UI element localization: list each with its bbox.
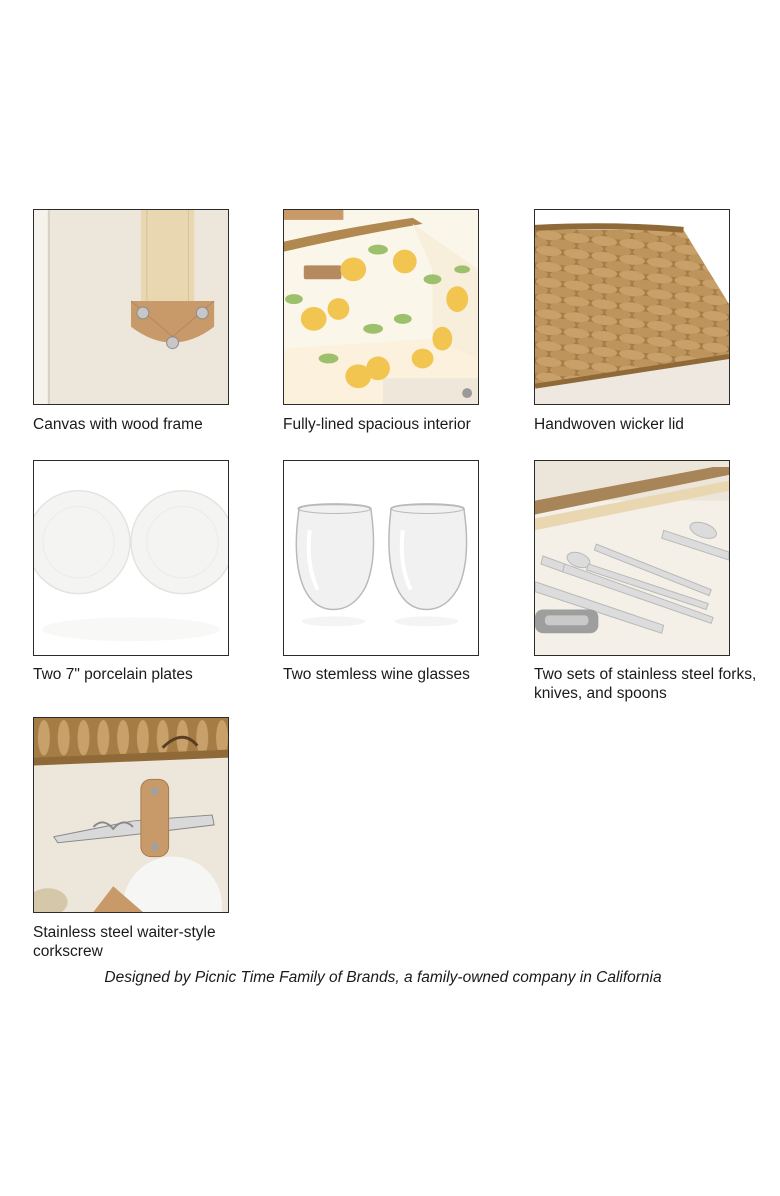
caption-wine-glasses bbox=[283, 665, 513, 684]
caption-line: knives, and spoons bbox=[534, 685, 667, 702]
brand-footer-note: Designed by Picnic Time Family of Brands, a family-owned company in California bbox=[104, 969, 662, 986]
caption-line: Fully-lined spacious interior bbox=[283, 416, 471, 433]
caption-flatware bbox=[534, 665, 764, 703]
photo-corkscrew bbox=[33, 717, 229, 913]
photo-lined-interior bbox=[283, 209, 479, 405]
caption-canvas-frame bbox=[33, 415, 263, 434]
photo-wine-glasses bbox=[283, 460, 479, 656]
caption-lined-interior bbox=[283, 415, 513, 434]
caption-line: Two sets of stainless steel forks, bbox=[534, 666, 757, 683]
caption-corkscrew bbox=[33, 923, 263, 961]
photo-wicker-lid bbox=[534, 209, 730, 405]
caption-wicker-lid bbox=[534, 415, 764, 434]
caption-porcelain-plates bbox=[33, 665, 263, 684]
caption-line: Handwoven wicker lid bbox=[534, 416, 684, 433]
photo-flatware bbox=[534, 460, 730, 656]
caption-line: Stainless steel waiter-style bbox=[33, 924, 216, 941]
caption-line: Two stemless wine glasses bbox=[283, 666, 470, 683]
photo-canvas-frame bbox=[33, 209, 229, 405]
caption-line: Two 7" porcelain plates bbox=[33, 666, 193, 683]
photo-porcelain-plates bbox=[33, 460, 229, 656]
caption-line: corkscrew bbox=[33, 943, 103, 960]
caption-line: Canvas with wood frame bbox=[33, 416, 203, 433]
